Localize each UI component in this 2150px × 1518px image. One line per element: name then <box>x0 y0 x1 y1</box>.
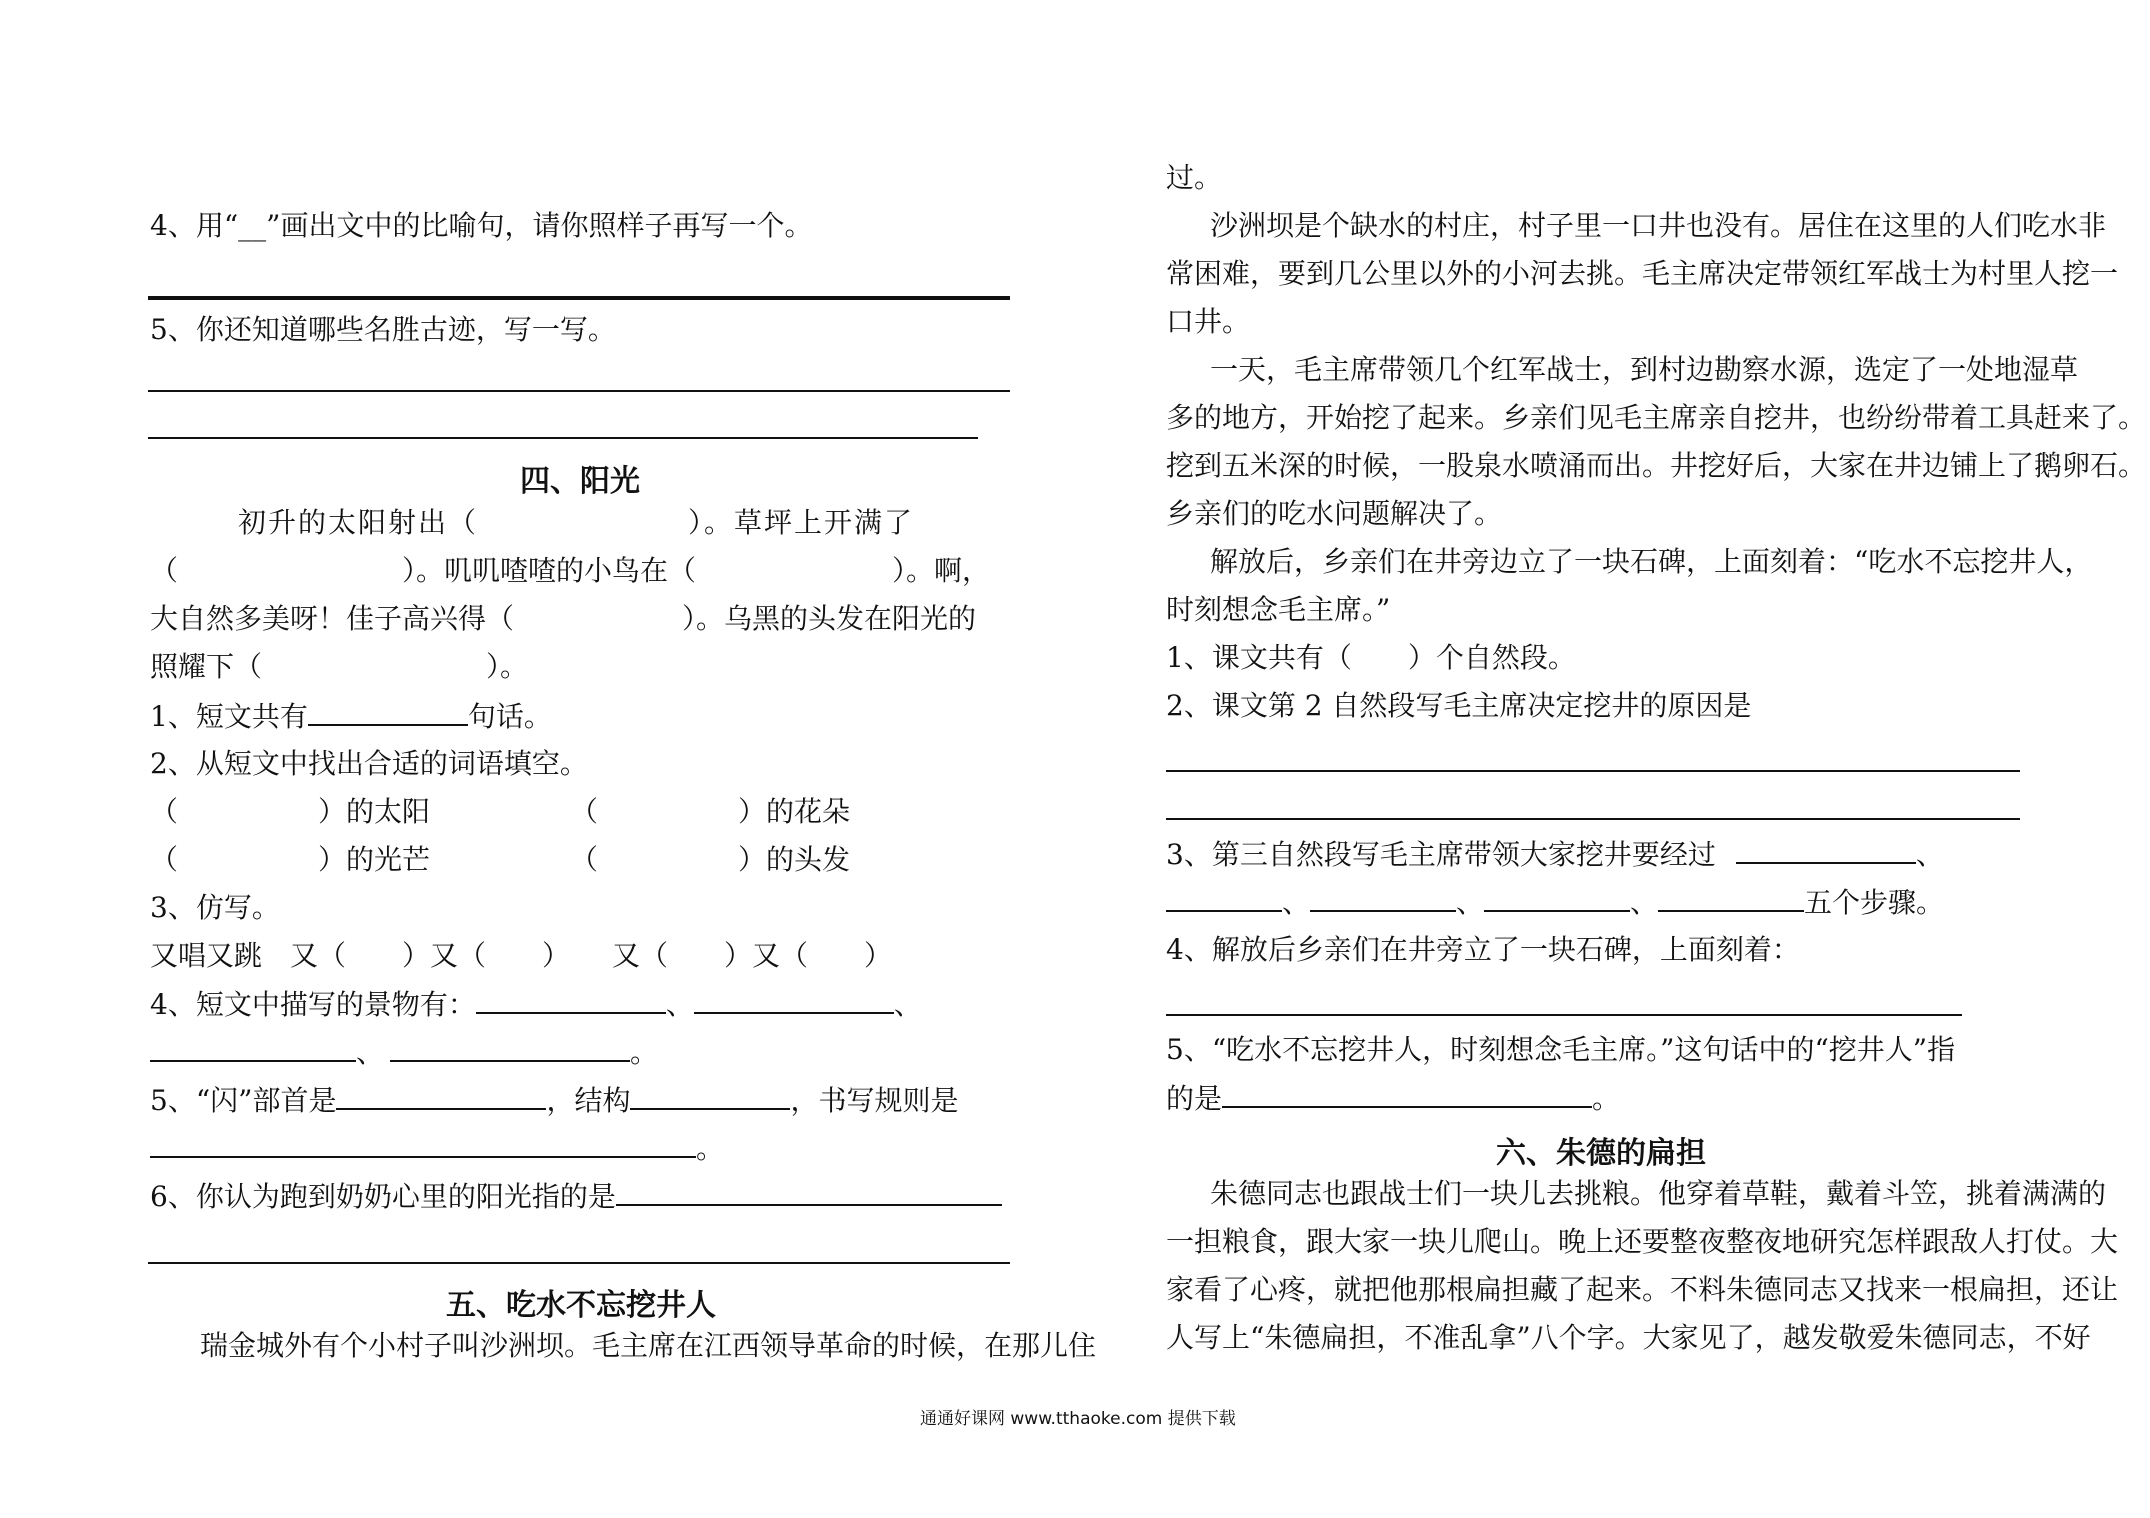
s4-q4-period: 。 <box>630 1036 659 1069</box>
s5-question-1: 1、课文共有（ ）个自然段。 <box>1166 641 1576 674</box>
question-5-landmarks: 5、你还知道哪些名胜古迹，写一写。 <box>150 313 616 346</box>
passage-5-line-6: 多的地方，开始挖了起来。乡亲们见毛主席亲自挖井，也纷纷带着工具赶来了。 <box>1166 401 2147 434</box>
s4-q5-period: 。 <box>696 1132 725 1165</box>
s4-q5-blank-radical[interactable] <box>336 1082 546 1110</box>
section-5-title: 五、吃水不忘挖井人 <box>446 1288 716 1323</box>
s4-question-5 <box>150 1082 958 1119</box>
passage-5-line-5: 一天，毛主席带领几个红军战士，到村边勘察水源，选定了一处地湿草 <box>1210 353 2079 386</box>
section-4-title: 四、阳光 <box>520 464 640 499</box>
section-6-title: 六、朱德的扁担 <box>1496 1136 1706 1171</box>
passage-6-line-1: 朱德同志也跟战士们一块儿去挑粮。他穿着草鞋，戴着斗笠，挑着满满的 <box>1210 1177 2107 1210</box>
passage-4-line-1: 初升的太阳射出（ ）。草坪上开满了 <box>238 506 915 539</box>
passage-5-line-2: 沙洲坝是个缺水的村庄，村子里一口井也没有。居住在这里的人们吃水非 <box>1210 209 2107 242</box>
passage-4-line-4: 照耀下（ ）。 <box>150 650 529 683</box>
passage-4-line-3: 大自然多美呀！佳子高兴得（ ）。乌黑的头发在阳光的 <box>150 602 977 635</box>
s4-q2-item-hair: （ ）的头发 <box>570 843 851 876</box>
passage-6-line-3: 家看了心疼，就把他那根扁担藏了起来。不料朱德同志又找来一根扁担，还让 <box>1166 1273 2119 1306</box>
s5-question-2: 2、课文第 2 自然段写毛主席决定挖井的原因是 <box>1166 689 1752 722</box>
s5-q3-comma-1: 、 <box>1915 838 1944 871</box>
s5-q3-comma-4: 、 <box>1630 886 1659 919</box>
s4-q5-label: 5、“闪”部首是 <box>150 1084 337 1117</box>
s4-question-1 <box>150 698 552 735</box>
question-4-similes: 4、用“__”画出文中的比喻句，请你照样子再写一个。 <box>150 209 813 242</box>
answer-line-q4[interactable] <box>148 296 1010 300</box>
s5-q3-comma-2: 、 <box>1282 886 1311 919</box>
passage-5-line-10: 时刻想念毛主席。” <box>1166 593 1391 626</box>
s4-q5-rule-label: ，书写规则是 <box>790 1084 959 1117</box>
s5-q2-answer-line-2[interactable] <box>1166 818 2020 820</box>
s4-q2-item-light: （ ）的光芒 <box>150 843 431 876</box>
s4-question-4-cont <box>150 1034 658 1071</box>
passage-5-line-3: 常困难，要到几公里以外的小河去挑。毛主席决定带领红军战士为村里人挖一 <box>1166 257 2119 290</box>
s4-q1-blank[interactable] <box>308 698 468 726</box>
s5-q3-blank-4[interactable] <box>1484 884 1630 912</box>
passage-5-line-7: 挖到五米深的时候，一股泉水喷涌而出。井挖好后，大家在井边铺上了鹅卵石。 <box>1166 449 2147 482</box>
s4-q3-imitation-row: 又唱又跳 又（ ）又（ ） 又（ ）又（ ） <box>150 939 893 972</box>
s4-q4-blank-3[interactable] <box>150 1034 356 1062</box>
s4-q4-comma-1: 、 <box>665 988 694 1021</box>
s5-q5-label: 的是 <box>1166 1082 1223 1115</box>
s5-q3-blank-1[interactable] <box>1736 836 1916 864</box>
s5-q3-label: 3、第三自然段写毛主席带领大家挖井要经过 <box>1166 838 1716 871</box>
passage-4-line-2: （ ）。叽叽喳喳的小鸟在（ ）。啊， <box>150 554 991 587</box>
s5-question-4: 4、解放后乡亲们在井旁立了一块石碑，上面刻着： <box>1166 933 1800 966</box>
s4-q4-comma-2: 、 <box>893 988 922 1021</box>
s4-q1-label: 1、短文共有 <box>150 700 308 733</box>
passage-5-line-1: 过。 <box>1166 161 1223 194</box>
s4-q4-comma-3: 、 <box>356 1036 385 1069</box>
s4-question-6 <box>150 1178 1002 1215</box>
s5-q3-blank-3[interactable] <box>1310 884 1456 912</box>
s5-question-5: 5、“吃水不忘挖井人，时刻想念毛主席。”这句话中的“挖井人”指 <box>1166 1033 1956 1066</box>
s4-q2-item-flower: （ ）的花朵 <box>570 795 851 828</box>
s4-question-5-cont <box>150 1130 724 1167</box>
s4-question-3: 3、仿写。 <box>150 891 280 924</box>
page-footer: 通通好课网 www.tthaoke.com 提供下载 <box>920 1409 1236 1429</box>
s4-q1-suffix: 句话。 <box>467 700 552 733</box>
s4-q5-blank-structure[interactable] <box>630 1082 790 1110</box>
passage-5-line-4: 口井。 <box>1166 305 1251 338</box>
s5-q3-blank-2[interactable] <box>1166 884 1282 912</box>
s4-q4-label: 4、短文中描写的景物有： <box>150 988 476 1021</box>
s4-q4-blank-4[interactable] <box>390 1034 630 1062</box>
s4-q6-answer-line[interactable] <box>148 1262 1010 1264</box>
s4-q5-blank-rule[interactable] <box>150 1130 696 1158</box>
s5-q3-blank-5[interactable] <box>1658 884 1804 912</box>
passage-5-line-8: 乡亲们的吃水问题解决了。 <box>1166 497 1503 530</box>
s4-question-2: 2、从短文中找出合适的词语填空。 <box>150 747 588 780</box>
passage-6-line-4: 人写上“朱德扁担，不准乱拿”八个字。大家见了，越发敬爱朱德同志，不好 <box>1166 1321 2091 1354</box>
answer-line-q5-1[interactable] <box>148 390 1010 392</box>
s4-q4-blank-1[interactable] <box>476 986 666 1014</box>
passage-5-line-9: 解放后，乡亲们在井旁边立了一块石碑，上面刻着：“吃水不忘挖井人， <box>1210 545 2093 578</box>
s4-q4-blank-2[interactable] <box>694 986 894 1014</box>
s5-q4-answer-line[interactable] <box>1166 1014 1962 1016</box>
answer-line-q5-2[interactable] <box>148 437 978 439</box>
s4-q5-structure-label: ，结构 <box>546 1084 631 1117</box>
s5-q3-suffix: 五个步骤。 <box>1804 886 1945 919</box>
s5-q5-blank[interactable] <box>1222 1080 1592 1108</box>
s4-q2-item-sun: （ ）的太阳 <box>150 795 431 828</box>
s5-question-3 <box>1166 836 1944 873</box>
s5-q2-answer-line-1[interactable] <box>1166 770 2020 772</box>
s5-question-5-cont <box>1166 1080 1620 1117</box>
passage-5-first-line: 瑞金城外有个小村子叫沙洲坝。毛主席在江西领导革命的时候，在那儿住 <box>200 1329 1097 1362</box>
s5-q3-comma-3: 、 <box>1456 886 1485 919</box>
s5-q5-period: 。 <box>1592 1082 1621 1115</box>
s4-q6-blank[interactable] <box>616 1178 1002 1206</box>
s4-q6-label: 6、你认为跑到奶奶心里的阳光指的是 <box>150 1180 616 1213</box>
s5-question-3-cont <box>1166 884 1944 921</box>
passage-6-line-2: 一担粮食，跟大家一块儿爬山。晚上还要整夜整夜地研究怎样跟敌人打仗。大 <box>1166 1225 2119 1258</box>
s4-question-4 <box>150 986 922 1023</box>
